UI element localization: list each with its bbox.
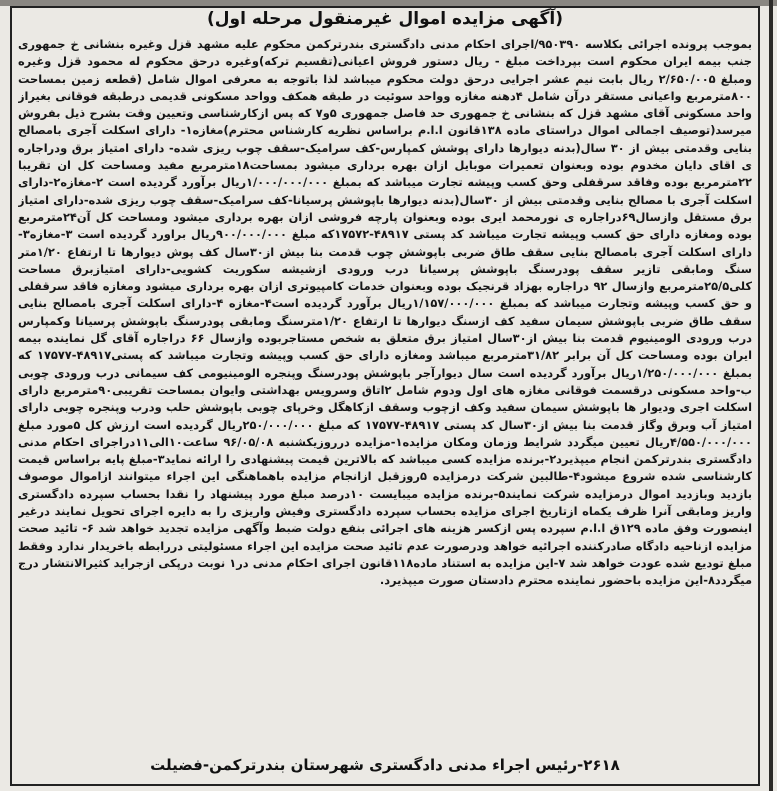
notice-body: بموجب پرونده اجرائی بکلاسه ۹۵۰۳۹۰/اجرای احکام مدنی دادگستری بندرترکمن محکوم علیه مشهد قزل وغیره بنشانی خ جمهوری جنب بیمه ایران محکوم است بپرداخت مبلغ - ریال دستور فروش اعیانی(تقسیم ترکه)وغیره درحق محکوم له محمود قزل وغیره ومبلغ ۲/۶۵۰/۰۰۵ ریال بابت نیم عشر اجرایی درحق دولت محکوم میباشد لذا باتوجه به معرفی اموال شامل (قطعه زمین بمساحت ۸۰۰مترمربع واعیانی مستقر درآن شامل ۴دهنه مغازه وواحد سوئیت در طبقه همکف وواحد مسکونی قدیمی درطبقه فوقانی بغیراز واحد مسکونی آقای مشهد قزل که بنشانی خ جمهوری حد فاصل جمهوری ۵و۷ که پس ازکارشناسی وتعیین وقت بشرح ذیل بفروش میرسد(توصیف اجمالی اموال دراستای ماده ۱۳۸قانون ا.ا.م براساس نظریه کارشناس محترم)مغازه۱- دارای اسکلت آجری بامصالح بنایی وقدمتی بیش از ۳۰ سال(بدنه دیوارها دارای پوشش کمپارس-کف سرامیک-سقف چوب ریزی شده- دارای امتیاز برق ودراجاره ی اقای دایان مخدوم بوده وبعنوان تعمیرات موبایل ازان بهره برداری میشود بمساحت۱۸مترمربع مفید ومساحت کل ان تقریبا ۲۲مترمربع بوده وفاقد سرقفلی وحق کسب وپیشه تجارت میباشد که بمبلغ ۱/۰۰۰/۰۰۰/۰۰۰ریال برآورد گردیده است ۲-مغازه۲-دارای اسکلت آجری با مصالح بنایی وقدمتی بیش از ۳۰سال(بدنه دیوارها باپوشش پرسیانا-کف سرامیک-سقف چوب ریزی شده-دارای امتیاز برق مستقل وازسال۶۹دراجاره ی نورمحمد ایری بوده وبعنوان پارچه فروشی ازان بهره برداری میشود ومساحت کل آن۲۴مترمربع بوده ومغازه دارای حق کسب وپیشه تجارت میباشد کد پستی ۴۸۹۱۷-۱۷۵۷۲که مبلغ ۹۰۰/۰۰۰/۰۰۰ریال براورد گردیده است ۳-مغازه۳-دارای اسکلت آجری بامصالح بنایی سقف طاق ضربی باپوشش چوب قدمت بنا بیش از۳۰سال کف پوش دیوارها تا ارتفاع ۱/۲۰متر سنگ ومابقی تازیر سقف پودرسنگ باپوشش پرسیانا درب ورودی ازشیشه سکوریت کشویی-دارای امتیازبرق مساحت کلی۲۵/۵مترمربع وازسال ۹۲ دراجاره بهزاد قرنجیک بوده وبعنوان خدمات کامپیوتری ازان بهره برداری میشود ومغازه فاقد سرقفلی و حق کسب وپیشه وتجارت میباشد که بمبلغ ۱/۱۵۷/۰۰۰/۰۰۰ریال برآورد گردیده است۴-مغازه ۴-دارای اسکلت آجری بامصالح بنایی سقف طاق ضربی باپوشش سیمان سفید کف ازسنگ دیوارها تا ارتفاع ۱/۲۰مترسنگ ومابقی پودرسنگ باپوشش پرسیانا وکمپارس درب ورودی الومینیوم قدمت بنا بیش از۳۰سال امتیاز برق متعلق به شخص مستاجربوده وازسال ۶۶ دراجاره آقای گل نماینده بیمه ایران بوده ومساحت کل آن برابر ۳۱/۸۲مترمربع میباشد ومغازه دارای حق کسب وپیشه وتجارت میباشد که پستی۴۸۹۱۷-۱۷۵۷۷ که بمبلغ ۱/۲۵۰/۰۰۰/۰۰۰ریال برآورد گردیده است سال دیوارآجر باپوشش پودرسنگ وپنجره الومینیومی کف سیمانی درب ورودی چوبی ب-واحد مسکونی درقسمت فوقانی مغازه های اول ودوم شامل ۲اتاق وسرویس بهداشتی وایوان بمساحت تقریبی۹۰مترمربع دارای اسکلت اجری وديوار ها باپوشش سیمان سفید وکف ازچوب وسقف ازکاهگل وخرپای چوبی باپوشش حلب ودرب وپنجره چوبی دارای امتیاز آب وبرق وگاز قدمت بنا بیش از۳۰سال کد پستی ۴۸۹۱۷-۱۷۵۷۷ که مبلغ ۲۵۰/۰۰۰/۰۰۰ریال گردیده است ارزش کل ۵مورد مبلغ ۴/۵۵۰/۰۰۰/۰۰۰ریال تعیین میگردد شرایط وزمان ومکان مزایده۱-مزایده درروزیکشنبه ۹۶/۰۵/۰۸ ساعت۱۰الی۱۱دراجرای احکام مدنی دادگستری بندرترکمن انجام میپذیرد۲-برنده مزایده کسی میباشد که بالاترین قیمت پیشنهادی را ارائه نماید۳-مبلغ پایه براساس قیمت کارشناسی شده شروع میشود۴-طالبین شرکت درمزایده ۵روزقبل ازانجام مزایده باهماهنگی این اجراء میتوانند ازاموال موصوف بازدید وبازدید اموال درمزایده شرکت نمایند۵-برنده مزایده میبایست ۱۰درصد مبلغ مورد پیشنهاد را نقدا بحساب سپرده دادگستری واریز ومابقی آنرا ظرف یکماه ازتاریخ اجرای مزایده بحساب سپرده دادگستری وفیش واریزی را به دایره اجرای تحویل نمایند درغیر اینصورت وفق ماده ۱۲۹ق ا.ا.م سپرده پس ازکسر هزینه های اجرائی بنفع دولت ضبط وآگهی مزایده تجدید خواهد شد ۶- تائید صحت مزایده ازناحیه دادگاه صادرکننده اجرائیه خواهد ودرصورت عدم تائید صحت مزایده این اجراء مسئولیتی دررابطه باخریدار ندارد وفقط مبلغ تودیع شده عودت خواهد شد ۷-این مزایده به استناد ماده۱۱۸قانون اجرای احکام مدنی در۱ نوبت درپکی ازجراید کثیرالانتشار درج میگردد۸-این مزایده باحضور نماینده محترم دادستان صورت میپذیرد. <box>18 37 752 588</box>
right-column-rule <box>769 0 773 791</box>
notice-title: (آگهی مزایده اموال غیرمنقول مرحله اول) <box>206 9 563 29</box>
notice-signature: ۲۶۱۸-رئیس اجراء مدنی دادگستری شهرستان بندرترکمن-فضیلت <box>150 756 620 774</box>
